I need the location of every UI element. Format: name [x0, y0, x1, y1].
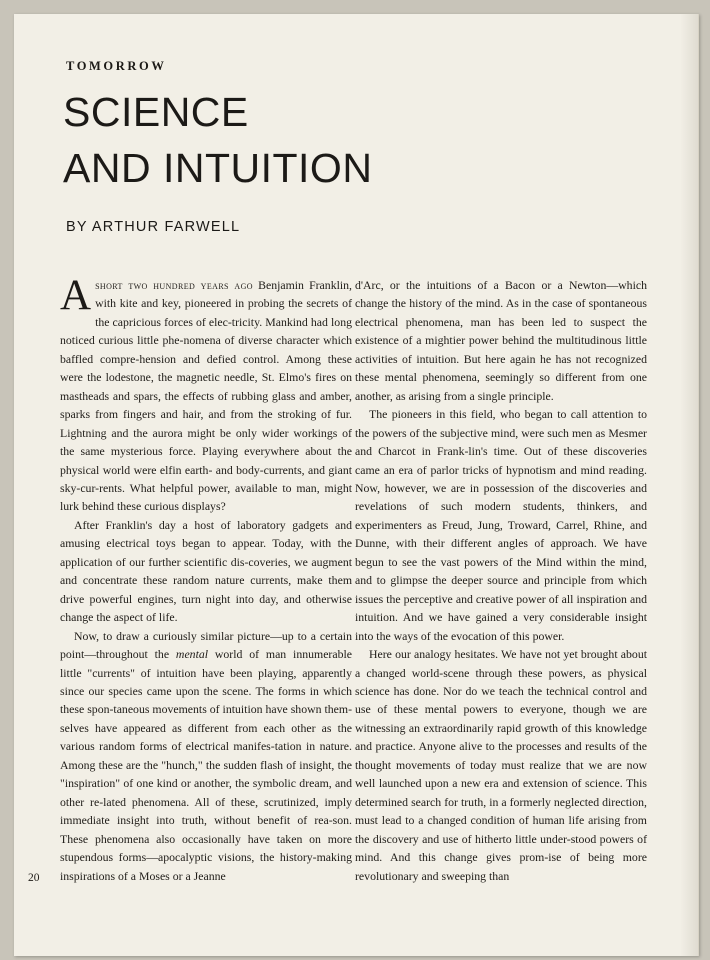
byline: BY ARTHUR FARWELL — [66, 219, 241, 235]
paragraph — [60, 272, 352, 516]
magazine-page — [14, 14, 699, 956]
paragraph-text: world of man innumerable little "currents" of intuition have been playing, apparently since our species came upon the scene. The forms in which these spon-taneous movements of intuition have shown them-selves have appeared as different from each other as the various random forms of electrical manifes-tation in nature. Among these are the "hunch," the sudden flash of insight, the "inspiration" of one kind or another, the symbolic dream, and other re-lated phenomena. All of these, scrutinized, imply immediate insight into truth, without benefit of rea-son. These phenomena also occasionally have taken on more stupendous forms—apocalyptic visions, the history-making inspirations of a Moses or a Jeanne — [60, 647, 353, 883]
italic-word: mental — [175, 647, 209, 662]
paragraph — [60, 627, 352, 885]
left-column — [60, 272, 353, 885]
paragraph: The pioneers in this field, who began to call attention to the powers of the subjective mind, were such men as Mesmer and Charcot in Frank-lin's time. Out of these discoveries came an era of parlor tricks of hypnotism and mind reading. Now, however, we are in possession of the discoveries and revelations of such modern students, thinkers, and experimenters as Freud, Jung, Troward, Carrel, Rhine, and Dunne, with their different angles of approach. We have begun to see the vast powers of the Mind within the mind, and to glimpse the deeper source and principle from which issues the perceptive and creative power of all inspiration and intuition. And we have gained a very considerable insight into the ways of the evocation of this power. — [355, 407, 647, 643]
drop-cap: A — [60, 272, 92, 319]
paragraph: d'Arc, or the intuitions of a Bacon or a Newton—which change the history of the mind. As in the case of spontaneous electrical phenomena, man has been led to suspect the existence of a mightier power behind the multitudinous little activities of intuition. But here again he has not recognized these mental phenomena, seemingly so different from one another, as arising from a single principle. — [355, 278, 647, 403]
paragraph-text: Benjamin Franklin, with kite and key, pioneered in probing the secrets of the capricious forces of elec-tricity. Mankind had long noticed curious little phe-nomena of diverse character which baffled compre-hension and defied control. Among these were the lodestone, the magnetic needle, St. Elmo's fires on mastheads and spars, the effects of rubbing glass and amber, sparks from fingers and hair, and from the stroking of fur. Lightning and the aurora might be only wider workings of the same mysterious force. Playing everywhere about the physical world were elfin earth- and body-currents, and giant sky-cur-rents. What helpful power, available to man, might lurk behind these curious displays? — [60, 278, 352, 514]
right-column — [355, 276, 647, 885]
title-line-1: SCIENCE — [63, 89, 249, 135]
title-line-2: AND INTUITION — [63, 145, 373, 191]
paragraph-text: Now, to draw a curiously similar picture—up to a certain point—throughout the — [60, 628, 352, 662]
paragraph: Here our analogy hesitates. We have not yet brought about a changed world-scene through these powers, as physical science has done. Nor do we teach the technical control and use of these mental powers to everyone, though we are witnessing an extraordinarily rapid growth of this knowledge and practice. Anyone alive to the processes and results of the thought movements of today must realize that we are now well launched upon a new era and extension of science. This determined search for truth, in a formerly neglected direction, must lead to a changed condition of human life arising from the discovery and use of hitherto little under-stood powers of mind. And this change gives prom-ise of being more revolutionary and sweeping than — [355, 647, 647, 883]
page-number: 20 — [28, 872, 40, 884]
article-title — [63, 84, 483, 196]
paragraph: After Franklin's day a host of laboratory gadgets and amusing electrical toys began to appear. Today, with the application of our further scientific dis-coveries, we augment and concentrate these random nature currents, make them drive powerful engines, turn night into day, and otherwise change the aspect of life. — [60, 517, 352, 625]
section-kicker: TOMORROW — [66, 59, 167, 73]
lead-in-small-caps: short two hundred years ago — [95, 278, 253, 292]
